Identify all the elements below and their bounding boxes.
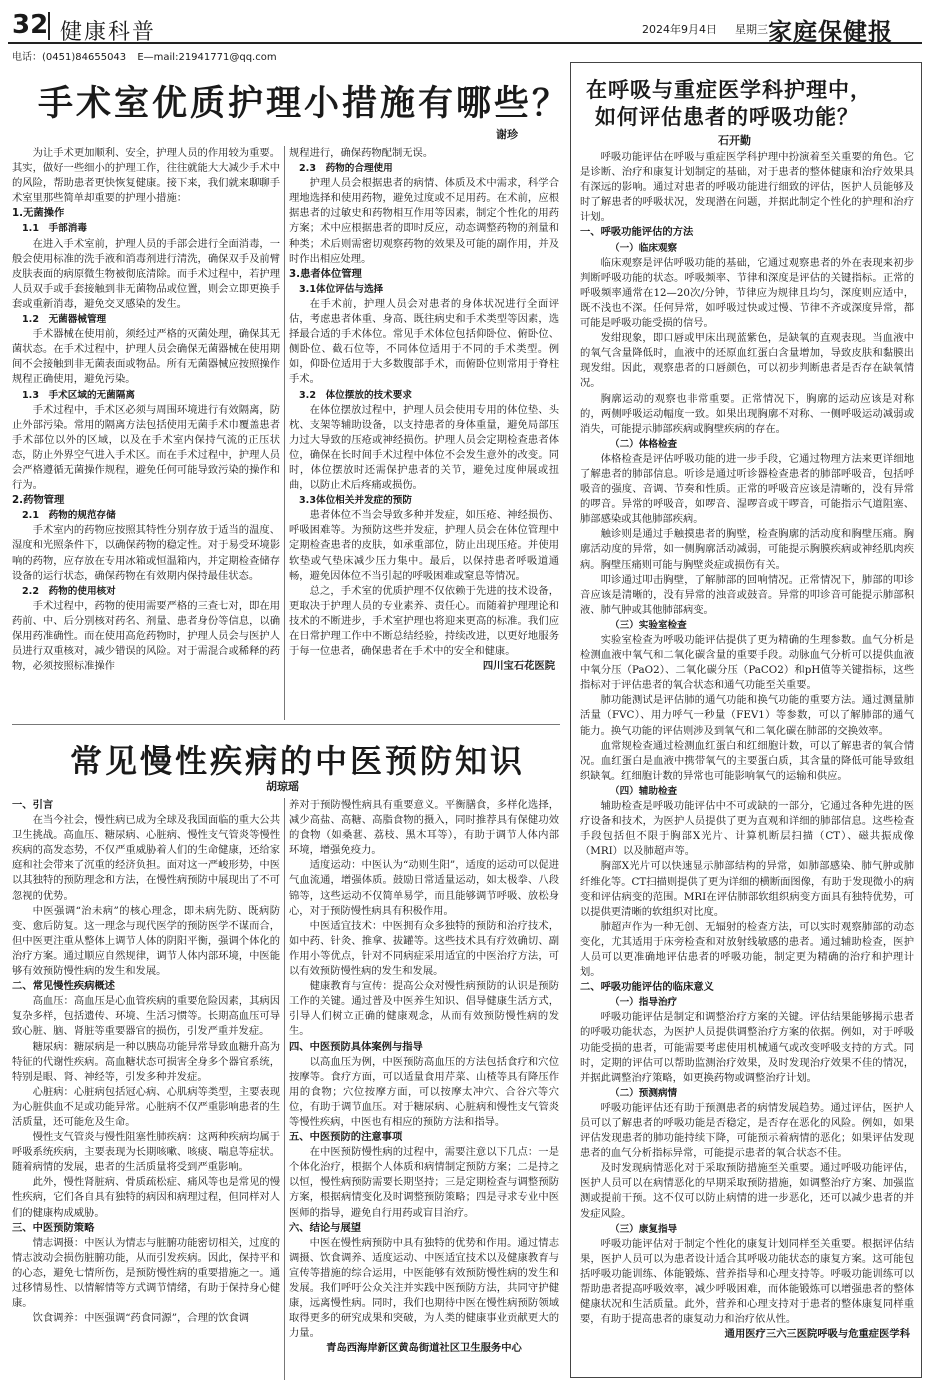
- paragraph: 在进入手术室前，护理人员的手部会进行全面消毒，一般会使用标准的洗手液和消毒剂进行清洗，确保双手及前臂皮肤表面的病原微生物被彻底清除。而手术过程中，若护理人员双手或手套接触到非无菌物品或位置，则会立即更换手套或重新消毒，避免交叉感染的发生。: [12, 237, 280, 310]
- subsection-heading: （三）康复指导: [610, 1223, 678, 1235]
- paragraph: 高血压：高血压是心血管疾病的重要危险因素，其病因复杂多样，包括遗传、环境、生活习惯等。长期高血压可导致心脏、脑、肾脏等重要器官的损伤，引发严重并发症。: [12, 995, 280, 1038]
- paragraph: 为让手术更加顺利、安全，护理人员的作用较为重要。其实，做好一些细小的护理工作，往往就能大大减少手术中的风险，帮助患者更快恢复健康。接下来，我们就来聊聊手术室里那些简单却重要的护理小措施：: [12, 147, 280, 205]
- paragraph: 胸廓运动的观察也非常重要。正常情况下，胸廓的运动应该是对称的，两侧呼吸运动幅度一致。如果出现胸廓不对称、一侧呼吸运动减弱或消失，可能提示肺部疾病或胸壁疾病的存在。: [580, 392, 914, 435]
- section-heading: 三、中医预防策略: [12, 1221, 95, 1234]
- paragraph: 在手术前，护理人员会对患者的身体状况进行全面评估，考虑患者体重、身高、既往病史和手术类型等因素，选择最合适的手术体位。常见手术体位包括仰卧位、俯卧位、侧卧位、截石位等，不同体位适用于不同的手术类型。例如，仰卧位适用于大多数腹部手术，而俯卧位则常用于脊柱手术。: [289, 297, 559, 386]
- paper-name: 家庭保健报: [768, 17, 893, 46]
- section-heading: 2.药物管理: [12, 494, 65, 507]
- paragraph: 手术器械在使用前，须经过严格的灭菌处理，确保其无菌状态。在手术过程中，护理人员会确保无菌器械在使用期间不会接触到非无菌表面或物品。所有无菌器械应按照操作规程正确使用，避免污染。: [12, 328, 280, 386]
- paragraph: 中医适宜技术：中医拥有众多独特的预防和治疗技术，如中药、针灸、推拿、拔罐等。这些技术具有疗效确切、副作用小等优点，针对不同病症采用适宜的中医治疗方法，可以有效预防慢性病的发生和发展。: [289, 919, 559, 978]
- subsection-heading: 1.2 无菌器械管理: [22, 314, 107, 326]
- section-heading: 一、呼吸功能评估的方法: [580, 226, 694, 239]
- subsection-heading: 3.2 体位摆放的技术要求: [299, 389, 412, 401]
- subsection-heading: 3.1体位评估与选择: [299, 283, 384, 295]
- section-heading: 五、中医预防的注意事项: [289, 1131, 403, 1144]
- masthead-separator: [48, 12, 50, 40]
- paragraph: 中医强调“治未病”的核心理念，即未病先防、既病防变、愈后防复。这一理念与现代医学的预防医学不谋而合，但中医更注重从整体上调节人体的阴阳平衡，强调个体化的治疗方案。通过顺应自然规律，调节人体内部环境，中医能够有效预防慢性病的发生和发展。: [12, 904, 280, 978]
- paragraph: 叩诊通过叩击胸壁，了解肺部的回响情况。正常情况下，肺部的叩诊音应该是清晰的，没有异常的浊音或鼓音。异常的叩诊音可能提示肺部积液、肺气肿或其他肺部病变。: [580, 573, 914, 616]
- paragraph: 适度运动：中医认为“动则生阳”，适度的运动可以促进气血流通，增强体质。鼓励日常适量运动，如太极拳、八段锦等，这些运动不仅简单易学，而且能够调节呼吸、放松身心，对于预防慢性病具有积极作用。: [289, 859, 559, 917]
- paragraph: 慢性支气管炎与慢性阻塞性肺疾病：这两种疾病均属于呼吸系统疾病，主要表现为长期咳嗽、咳痰、喘息等症状。随着病情的发展，患者的生活质量将受到严重影响。: [12, 1131, 280, 1174]
- article2-column-2: [289, 798, 559, 1382]
- column-rule: [284, 798, 285, 1380]
- paragraph: 实验室检查为呼吸功能评估提供了更为精确的生理参数。血气分析是检测血液中氧气和二氧化碳含量的重要手段。动脉血气分析可以提供血液中氧分压（PaO2）、二氧化碳分压（PaCO2）和pH值等关键指标，这些指标对于评估患者的氧合状态和通气功能至关重要。: [580, 634, 914, 692]
- paragraph: 饮食调养：中医强调“药食同源”，合理的饮食调: [32, 1312, 250, 1325]
- article3-body: [580, 150, 914, 1370]
- paragraph: 手术过程中，手术区必须与周围环境进行有效隔离，防止外部污染。常用的隔离方法包括使用无菌手术巾覆盖患者手术部位以外的区域，以及在手术室内保持气流的正压状态，防止外界空气进入手术区。而在手术过程中，护理人员会严格遵循无菌操作规程，避免任何可能导致污染的操作和行为。: [12, 403, 280, 492]
- masthead: [8, 8, 922, 44]
- paragraph: 中医在慢性病预防中具有独特的优势和作用。通过情志调摄、饮食调养、适度运动、中医适宜技术以及健康教育与宣传等措施的综合运用，中医能够有效预防慢性病的发生和发展。我们呼吁公众关注并实践中医预防方法，共同守护健康，远离慢性病。同时，我们也期待中医在慢性病预防领域取得更多的研究成果和突破，为人类的健康事业贡献更大的力量。: [289, 1236, 559, 1340]
- section-heading: 一、引言: [12, 799, 54, 811]
- paragraph: 肺超声作为一种无创、无辐射的检查方法，可以实时观察肺部的动态变化，尤其适用于床旁检查和对放射线敏感的患者。通过辅助检查，医护人员可以更准确地评估患者的呼吸功能，制定更为精确的治疗和护理计划。: [580, 920, 914, 979]
- paragraph: 糖尿病：糖尿病是一种以胰岛功能异常导致血糖升高为特征的代谢性疾病。高血糖状态可损害全身多个器官系统，特别是眼、肾、神经等，引发多种并发症。: [12, 1040, 280, 1083]
- article1-title: 手术室优质护理小措施有哪些？: [38, 83, 571, 124]
- subsection-heading: 2.1 药物的规范存储: [22, 510, 116, 522]
- subsection-heading: （四）辅助检查: [610, 785, 678, 797]
- subsection-heading: （一）临床观察: [610, 242, 678, 254]
- paragraph: 呼吸功能评估对于制定个性化的康复计划同样至关重要。根据评估结果，医护人员可以为患者设计适合其呼吸功能状态的康复方案。这可能包括呼吸功能训练、体能锻炼、营养指导和心理支持等。呼吸功能训练可以帮助患者提高呼吸效率，减少呼吸困难，而体能锻炼可以增强患者的整体健康状况和生活质量。此外，营养和心理支持对于患者的整体康复同样重要，有助于提高患者的康复动力和治疗依从性。: [580, 1237, 914, 1326]
- paragraph: 体格检查是评估呼吸功能的进一步手段，它通过物理方法来更详细地了解患者的肺部信息。听诊是通过听诊器检查患者的肺部呼吸音，包括呼吸音的强度、音调、节奏和性质。正常的呼吸音应该是清晰的，没有异常的啰音。异常的呼吸音，如啰音、湿啰音或干啰音，可能指示气道阻塞、肺部感染或其他肺部疾病。: [580, 452, 914, 526]
- subsection-heading: （二）体格检查: [610, 438, 678, 450]
- paragraph: 手术室内的药物应按照其特性分别存放于适当的温度、湿度和光照条件下，以确保药物的稳定性。对于易受环境影响的药物，应存放在专用冰箱或恒温箱内，并定期检查储存设备的运行状态，确保药物在有效期内保持最佳状态。: [12, 524, 280, 582]
- paragraph: 心脏病：心脏病包括冠心病、心肌病等类型，主要表现为心脏供血不足或功能异常。心脏病不仅严重影响患者的生活质量，还可能危及生命。: [12, 1085, 280, 1128]
- article2-column-1: [12, 798, 280, 1382]
- contact-line: [12, 48, 285, 63]
- subsection-heading: 1.3 手术区域的无菌隔离: [22, 389, 135, 401]
- paragraph: 触诊则是通过手触摸患者的胸壁，检查胸廓的活动度和胸壁压痛。胸廓活动度的异常，如一侧胸廓活动减弱，可能提示胸膜疾病或神经肌肉疾病。胸壁压痛则可能与胸壁炎症或损伤有关。: [580, 528, 914, 571]
- paragraph: 血常规检查通过检测血红蛋白和红细胞计数，可以了解患者的氧合情况。血红蛋白是血液中携带氧气的主要蛋白质，其含量的降低可能导致组织缺氧。红细胞计数的异常也可能影响氧气的运输和供应。: [580, 739, 914, 782]
- article1-column-1: [12, 146, 280, 722]
- paragraph-continued: 养对于预防慢性病具有重要意义。平衡膳食，多样化选择，减少高盐、高糖、高脂食物的摄入，同时推荐具有保健功效的食物（如桑葚、荔枝、黑木耳等），有助于调节人体内部环境，增强免疫力。: [289, 799, 559, 857]
- paragraph: 及时发现病情恶化对于采取预防措施至关重要。通过呼吸功能评估，医护人员可以在病情恶化的早期采取预防措施，如调整治疗方案、加强监测或提前干预。这不仅可以防止病情的进一步恶化，还可以减少患者的并发症风险。: [580, 1162, 914, 1220]
- article3-title-line1: 在呼吸与重症医学科护理中，: [586, 77, 872, 102]
- paragraph: 在中医预防慢性病的过程中，需要注意以下几点：一是个体化治疗，根据个人体质和病情制定预防方案；二是持之以恒，慢性病预防需要长期坚持；三是定期检查与调整预防方案，根据病情变化及时调整预防策略；四是寻求专业中医医师的指导，避免自行用药或盲目治疗。: [289, 1146, 559, 1219]
- section-heading: 六、结论与展望: [289, 1221, 362, 1234]
- paragraph: 呼吸功能评估在呼吸与重症医学科护理中扮演着至关重要的角色。它是诊断、治疗和康复计划制定的基础，对于患者的整体健康和治疗效果具有深远的影响。通过对患者的呼吸功能进行细致的评估，医护人员能够及时了解患者的呼吸状况，发现潜在问题，并据此制定个性化的护理和治疗计划。: [580, 151, 914, 224]
- page-number: 32: [12, 10, 49, 40]
- signature: 通用医疗三六三医院呼吸与危重症医学科: [724, 1328, 910, 1341]
- paragraph: 呼吸功能评估还有助于预测患者的病情发展趋势。通过评估，医护人员可以了解患者的呼吸功能是否稳定，是否存在恶化的风险。例如，如果评估发现患者的肺功能持续下降，可能预示着病情的恶化；如果评估发现患者的血气分析指标异常，可能提示患者的氧合状态不佳。: [580, 1101, 914, 1160]
- issue-weekday: 星期三: [735, 23, 768, 36]
- paragraph: 在当今社会，慢性病已成为全球及我国面临的重大公共卫生挑战。高血压、糖尿病、心脏病、慢性支气管炎等慢性疾病的高发态势，不仅严重威胁着人们的生命健康，还给家庭和社会带来了沉重的经济负担。面对这一严峻形势，中医以其独特的预防理念和方法，在慢性病预防中展现出了不可忽视的优势。: [12, 814, 280, 902]
- section-name: 健康科普: [60, 20, 157, 45]
- article3-title-line2: 如何评估患者的呼吸功能？: [595, 104, 859, 129]
- section-heading: 二、常见慢性疾病概述: [12, 980, 115, 993]
- article1-column-2: [289, 146, 559, 722]
- paragraph: 在体位摆放过程中，护理人员会使用专用的体位垫、头枕、支架等辅助设备，以支持患者的身体重量，避免局部压力过大导致的压疮或神经损伤。护理人员会定期检查患者体位，确保在长时间手术过程中体位不会发生意外的改变。同时，体位摆放时还需保护患者的关节，避免过度伸展或扭曲，以防止术后疼痛或损伤。: [289, 403, 559, 492]
- subsection-heading: 2.3 药物的合理使用: [299, 163, 393, 175]
- paragraph: 呼吸功能评估是制定和调整治疗方案的关键。评估结果能够揭示患者的呼吸功能状态，为医护人员提供调整治疗方案的依据。例如，对于呼吸功能受损的患者，可能需要考虑使用机械通气或改变呼吸支持的方式。同时，定期的评估可以帮助监测治疗效果，及时发现治疗效果不佳的情况，并据此调整治疗策略，如更换药物或调整治疗计划。: [580, 1011, 914, 1084]
- article3-author: 石开勤: [718, 134, 751, 147]
- paragraph: 健康教育与宣传：提高公众对慢性病预防的认识是预防工作的关键。通过普及中医养生知识、倡导健康生活方式，引导人们树立正确的健康观念，从而有效预防慢性病的发生。: [289, 980, 559, 1038]
- paragraph: 胸部X光片可以快速显示肺部结构的异常，如肺部感染、肺气肿或肺纤维化等。CT扫描则提供了更为详细的横断面图像，有助于发现微小的病变和评估病变的范围。MRI在评估肺部软组织病变方面具有独特优势，可以提供更清晰的软组织对比度。: [580, 860, 914, 918]
- issue-date: 2024年9月4日: [642, 23, 717, 36]
- section-heading: 四、中医预防具体案例与指导: [289, 1040, 423, 1053]
- signature: 四川宝石花医院: [482, 660, 555, 673]
- article2-title: 常见慢性疾病的中医预防知识: [70, 742, 526, 780]
- paragraph-continued: 规程进行，确保药物配制无误。: [289, 147, 434, 159]
- subsection-heading: （三）实验室检查: [610, 619, 687, 631]
- paragraph: 此外，慢性肾脏病、骨质疏松症、痛风等也是常见的慢性疾病，它们各自具有独特的病因和病理过程，但同样对人们的健康构成威胁。: [12, 1176, 280, 1219]
- contact-email: E—mail:21941771@qq.com: [137, 52, 277, 63]
- subsection-heading: （一）指导治疗: [610, 997, 678, 1009]
- article-divider: [12, 724, 560, 725]
- subsection-heading: 2.2 药物的使用核对: [22, 585, 116, 597]
- paragraph: 情志调摄：中医认为情志与脏腑功能密切相关，过度的情志波动会损伤脏腑功能，从而引发疾病。因此，保持平和的心态，避免七情所伤，是预防慢性病的重要措施之一。通过移情易性、以情解情等方式调节情绪，有助于保持身心健康。: [12, 1236, 280, 1310]
- paragraph: 临床观察是评估呼吸功能的基础，它通过观察患者的外在表现来初步判断呼吸功能的状态。呼吸频率、节律和深度是评估的关键指标。正常的呼吸频率通常在12—20次/分钟，节律应为规律且均匀，深度则应适中，既不浅也不深。任何异常，如呼吸过快或过慢、节律不齐或深度异常，都可能是呼吸功能受损的信号。: [580, 256, 914, 330]
- paragraph: 辅助检查是呼吸功能评估中不可或缺的一部分，它通过各种先进的医疗设备和技术，为医护人员提供了更为直观和详细的肺部信息。这些检查手段包括但不限于胸部X光片、计算机断层扫描（CT）、磁共振成像（MRI）以及肺超声等。: [580, 800, 914, 858]
- section-heading: 1.无菌操作: [12, 207, 65, 220]
- paragraph: 手术过程中，药物的使用需要严格的三查七对，即在用药前、中、后分别核对药名、剂量、患者身份等信息，以确保用药准确性。而在使用高危药物时，护理人员会与医护人员进行双重核对，减少错误的风险。对于需混合或稀释的药物，必须按照标准操作: [12, 599, 280, 673]
- paragraph: 护理人员会根据患者的病情、体质及术中需求，科学合理地选择和使用药物，避免过度或不足用药。在术前，应根据患者的过敏史和药物相互作用等因素，制定个性化的用药方案；术中应根据患者的即时反应，动态调整药物的剂量和种类；术后则需密切观察药物的效果及可能的副作用，并及时作出相应处理。: [289, 177, 559, 265]
- section-heading: 3.患者体位管理: [289, 267, 362, 280]
- subsection-heading: 1.1 手部消毒: [22, 223, 87, 235]
- column-rule: [284, 146, 285, 720]
- paragraph: 总之，手术室的优质护理不仅依赖于先进的技术设备，更取决于护理人员的专业素养、责任心。而随着护理理论和技术的不断进步，手术室护理也将迎来更高的标准。我们应在日常护理工作中不断总结经验，持续改进，以更好地服务于每一位患者，确保患者在手术中的安全和健康。: [289, 584, 559, 658]
- paragraph: 以高血压为例，中医预防高血压的方法包括食疗和穴位按摩等。食疗方面，可以适量食用芹菜、山楂等具有降压作用的食物；穴位按摩方面，可以按摩太冲穴、合谷穴等穴位，有助于调节血压。对于糖尿病、心脏病和慢性支气管炎等慢性疾病，中医也有相应的预防方法和指导。: [289, 1055, 559, 1128]
- paragraph: 患者体位不当会导致多种并发症，如压疮、神经损伤、呼吸困难等。为预防这些并发症，护理人员会在体位管理中定期检查患者的皮肤，如承重部位，防止出现压疮。并使用软垫或气垫床减少压力集中。最后，以保持患者呼吸道通畅，避免因体位不当引起的呼吸困难或窒息等情况。: [289, 509, 559, 582]
- subsection-heading: （二）预测病情: [610, 1087, 678, 1099]
- section-heading: 二、呼吸功能评估的临床意义: [580, 981, 714, 994]
- article2-author: 胡琼瑶: [266, 780, 299, 793]
- article1-author: 谢珍: [496, 128, 518, 141]
- paragraph: 发绀现象，即口唇或甲床出现蓝紫色，是缺氧的直观表现。当血液中的氧气含量降低时，血液中的还原血红蛋白含量增加，导致皮肤和黏膜出现发绀。因此，观察患者的口唇颜色，可以初步判断患者是否存在缺氧情况。: [580, 332, 914, 390]
- subsection-heading: 3.3体位相关并发症的预防: [299, 495, 412, 507]
- signature: 青岛西海岸新区黄岛街道社区卫生服务中心: [326, 1342, 522, 1355]
- paragraph: 肺功能测试是评估肺的通气功能和换气功能的重要方法。通过测量肺活量（FVC）、用力呼气一秒量（FEV1）等参数，可以了解肺部的通气能力。换气功能的评估则涉及到氧气和二氧化碳在肺部的交换效率。: [580, 694, 914, 737]
- contact-phone: 电话：(0451)84655043: [12, 52, 127, 63]
